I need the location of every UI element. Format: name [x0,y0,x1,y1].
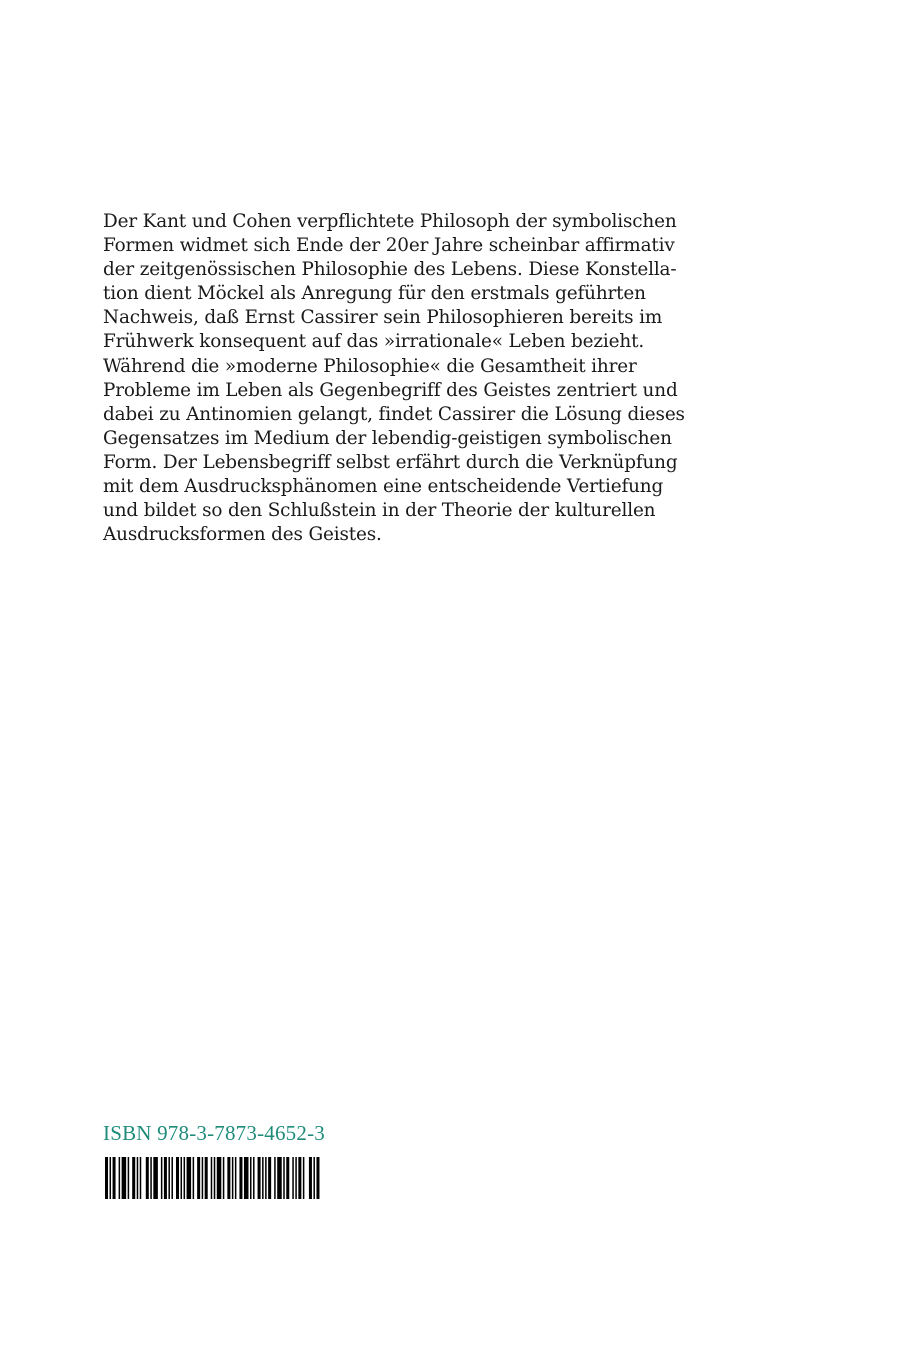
barcode-bar [202,1157,204,1199]
blurb-line: und bildet so den Schlußstein in der Theorie der kulturellen [103,500,656,522]
barcode-bar [292,1157,294,1199]
barcode-bar [262,1157,264,1199]
back-cover-blurb [103,210,685,547]
barcode-bar [313,1157,315,1199]
barcode-bar [119,1157,121,1199]
barcode [105,1157,321,1199]
barcode-bar [137,1157,139,1199]
barcode-bar [214,1157,216,1199]
barcode-bar [168,1157,170,1199]
blurb-line: Ausdrucksformen des Geistes. [103,524,382,546]
barcode-bar [113,1157,116,1199]
barcode-bar [122,1157,127,1199]
barcode-bar [298,1157,301,1199]
barcode-bar [110,1157,112,1199]
blurb-line: dabei zu Antinomien gelangt, findet Cassirer die Lösung dieses [103,403,685,425]
barcode-bar [140,1157,142,1199]
barcode-bar [193,1157,195,1199]
barcode-bar [181,1157,183,1199]
barcode-bar [274,1157,276,1199]
barcode-bar [283,1157,285,1199]
barcode-bar [132,1157,135,1199]
blurb-line: mit dem Ausdrucksphänomen eine entscheidende Vertiefung [103,476,664,498]
barcode-bar [205,1157,208,1199]
blurb-line: Während die »moderne Philosophie« die Gesamtheit ihrer [103,355,637,377]
barcode-bar [268,1157,271,1199]
blurb-line: Gegensatzes im Medium der lebendig-geistigen symbolischen [103,427,672,449]
blurb-line: Probleme im Leben als Gegenbegriff des Geistes zentriert und [103,379,678,401]
barcode-bar [235,1157,237,1199]
blurb-line: der zeitgenössischen Philosophie des Lebens. Diese Konstella- [103,259,677,281]
barcode-bar [277,1157,282,1199]
barcode-bar [309,1157,312,1199]
barcode-bar [232,1157,234,1199]
barcode-bar [258,1157,261,1199]
barcode-bar [265,1157,267,1199]
barcode-bar [250,1157,252,1199]
barcode-bar [128,1157,130,1199]
barcode-bar [217,1157,222,1199]
barcode-bar [197,1157,200,1199]
barcode-bar [286,1157,289,1199]
blurb-line: Nachweis, daß Ernst Cassirer sein Philosophieren bereits im [103,307,663,329]
barcode-bar [187,1157,192,1199]
isbn-label: ISBN 978-3-7873-4652-3 [103,1121,325,1145]
blurb-line: Form. Der Lebensbegriff selbst erfährt durch die Verknüpfung [103,451,678,473]
barcode-bar [211,1157,213,1199]
barcode-bar [105,1157,108,1199]
barcode-bar [303,1157,305,1199]
barcode-bar [244,1157,249,1199]
barcode-bar [223,1157,225,1199]
blurb-line: Formen widmet sich Ende der 20er Jahre scheinbar affirmativ [103,235,675,257]
barcode-bar [253,1157,255,1199]
blurb-line: Frühwerk konsequent auf das »irrationale« Leben bezieht. [103,331,645,353]
barcode-bar [171,1157,173,1199]
barcode-bar [239,1157,242,1199]
barcode-bar [227,1157,230,1199]
barcode-bar [295,1157,297,1199]
barcode-bar [146,1157,149,1199]
barcode-bar [153,1157,158,1199]
blurb-line: Der Kant und Cohen verpflichtete Philosoph der symbolischen [103,211,677,232]
barcode-bar [176,1157,179,1199]
barcode-bar [161,1157,163,1199]
barcode-bar [150,1157,152,1199]
barcode-bar [316,1157,319,1199]
barcode-bar [164,1157,167,1199]
barcode-bar [184,1157,186,1199]
blurb-line: tion dient Möckel als Anregung für den erstmals geführten [103,283,646,305]
